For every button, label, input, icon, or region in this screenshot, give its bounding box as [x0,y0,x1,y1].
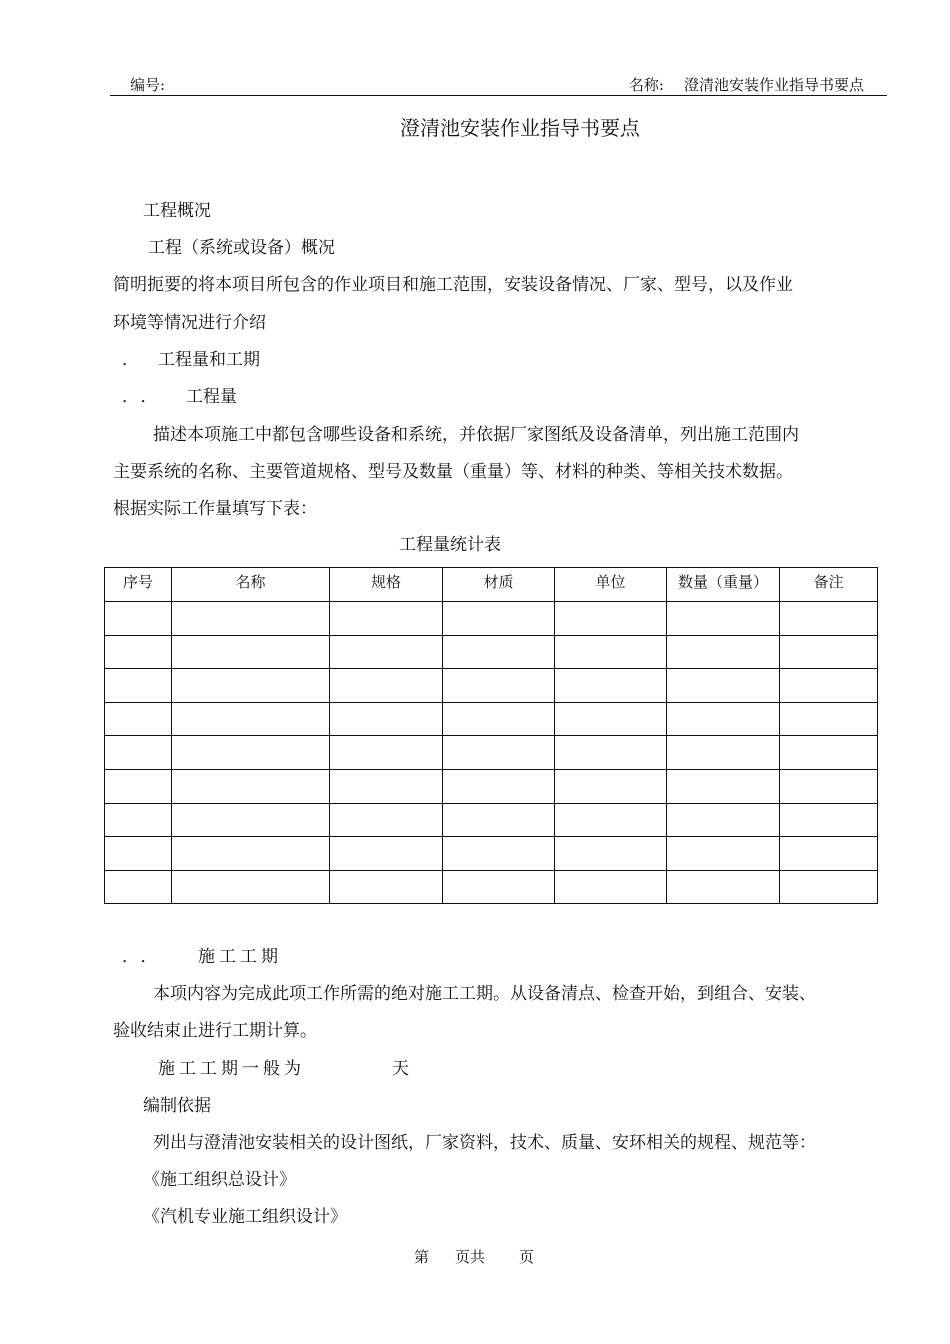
table-cell [555,602,667,636]
table-cell [330,702,443,736]
basis-item-2: 《汽机专业施工组织设计》 [143,1207,347,1227]
table-row [105,803,878,837]
table-cell [780,837,878,871]
table-cell [667,736,780,770]
table-cell [105,803,172,837]
table-cell [172,635,330,669]
col-header-name: 名称 [172,568,330,602]
qty-desc-line2: 主要系统的名称、主要管道规格、型号及数量（重量）等、材料的种类、等相关技术数据。 [113,462,793,482]
table-cell [172,837,330,871]
table-cell [330,837,443,871]
col-header-quantity: 数量（重量） [667,568,780,602]
table-row [105,669,878,703]
overview-heading: 工程概况 [143,201,211,221]
table-cell [667,635,780,669]
table-header-row [105,568,878,602]
table-cell [172,602,330,636]
table-cell [105,870,172,904]
basis-item-1: 《施工组织总设计》 [143,1170,296,1190]
table-cell [555,702,667,736]
table-cell [330,803,443,837]
table-cell [555,769,667,803]
table-cell [443,602,555,636]
table-row [105,837,878,871]
col-header-material: 材质 [443,568,555,602]
qty-schedule-prefix: ． [122,350,139,370]
period-general: 施工工期一般为 [158,1059,305,1079]
system-heading: 工程（系统或设备）概况 [148,238,335,258]
table-cell [555,669,667,703]
table-cell [780,669,878,703]
system-desc-line1: 简明扼要的将本项目所包含的作业项目和施工范围，安装设备情况、厂家、型号，以及作业 [113,275,793,295]
document-title: 澄清池安装作业指导书要点 [400,116,640,140]
table-cell [555,870,667,904]
table-row [105,602,878,636]
table-row [105,635,878,669]
table-cell [780,803,878,837]
table-cell [443,870,555,904]
footer-page-label: 第 [414,1248,430,1266]
table-row [105,870,878,904]
table-cell [667,702,780,736]
table-cell [667,602,780,636]
table-cell [555,736,667,770]
table-cell [105,669,172,703]
col-header-unit: 单位 [555,568,667,602]
table-cell [667,803,780,837]
table-cell [105,702,172,736]
table-cell [555,635,667,669]
table-cell [172,736,330,770]
table-cell [780,736,878,770]
table-cell [330,769,443,803]
page-footer [414,1246,534,1267]
qty-prefix: ．． [122,387,168,407]
header-divider [110,95,887,96]
period-unit: 天 [392,1059,409,1079]
table-cell [780,702,878,736]
table-cell [330,669,443,703]
table-row [105,736,878,770]
basis-desc: 列出与澄清池安装相关的设计图纸，厂家资料，技术、质量、安环相关的规程、规范等： [153,1133,816,1153]
table-cell [330,870,443,904]
table-cell [443,803,555,837]
table-cell [330,635,443,669]
period-desc-line2: 验收结束止进行工期计算。 [113,1021,317,1041]
table-cell [667,769,780,803]
qty-heading: 工程量 [186,387,237,407]
col-header-spec: 规格 [330,568,443,602]
table-cell [555,837,667,871]
table-row [105,769,878,803]
table-cell [172,702,330,736]
col-header-index: 序号 [105,568,172,602]
table-row [105,702,878,736]
table-cell [780,635,878,669]
table-cell [443,702,555,736]
table-cell [172,870,330,904]
header-name-value: 澄清池安装作业指导书要点 [683,76,864,94]
quantity-table [104,567,878,904]
table-cell [443,837,555,871]
table-cell [443,769,555,803]
table-cell [667,837,780,871]
period-prefix: ．． [122,947,168,967]
table-cell [780,870,878,904]
table-cell [667,669,780,703]
header-name-label: 名称: [628,76,664,94]
col-header-remarks: 备注 [780,568,878,602]
qty-desc-line1: 描述本项施工中都包含哪些设备和系统，并依据厂家图纸及设备清单，列出施工范围内 [153,425,799,445]
table-cell [330,602,443,636]
basis-heading: 编制依据 [143,1096,211,1116]
table-cell [172,669,330,703]
period-heading: 施工工期 [198,947,282,967]
header-code-label: 编号: [130,76,166,94]
footer-end-label: 页 [519,1248,535,1266]
table-cell [443,635,555,669]
table-cell [780,769,878,803]
table-cell [105,736,172,770]
table-cell [172,769,330,803]
table-cell [780,602,878,636]
table-cell [105,602,172,636]
table-cell [105,635,172,669]
table-cell [443,669,555,703]
period-desc-line1: 本项内容为完成此项工作所需的绝对施工工期。从设备清点、检查开始，到组合、安装、 [153,984,816,1004]
qty-schedule-heading: 工程量和工期 [158,350,260,370]
table-cell [667,870,780,904]
table-cell [555,803,667,837]
table-cell [330,736,443,770]
footer-total-label: 页共 [455,1248,486,1266]
qty-desc-line3: 根据实际工作量填写下表： [113,499,317,519]
table-cell [443,736,555,770]
table-cell [105,837,172,871]
table-cell [105,769,172,803]
system-desc-line2: 环境等情况进行介绍 [113,313,266,333]
table-caption: 工程量统计表 [399,535,501,555]
table-cell [172,803,330,837]
header-name [629,74,864,95]
